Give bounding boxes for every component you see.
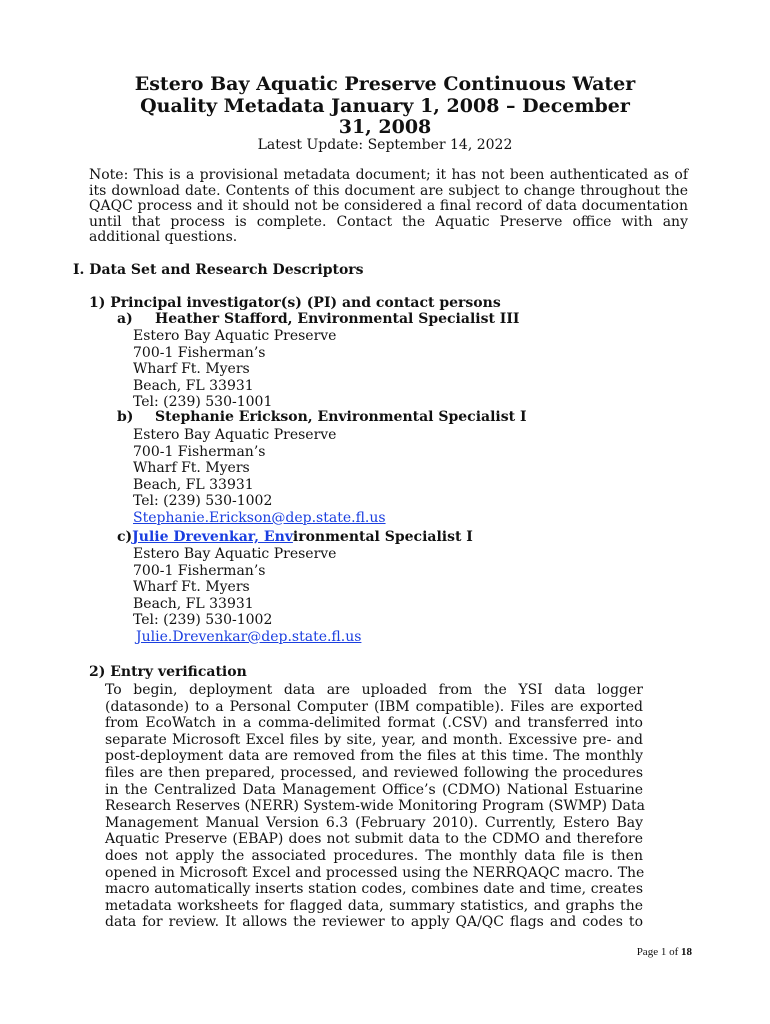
- provisional-note: [89, 168, 688, 246]
- subsection-heading-pi: 1) Principal investigator(s) (PI) and contact persons: [89, 295, 501, 311]
- address-line: 700-1 Fisherman’s: [133, 344, 266, 361]
- body-line: macro automatically inserts station codes, combines date and time, creates: [105, 881, 643, 898]
- body-line: post-deployment data are removed from the files at this time. The monthly: [105, 748, 643, 765]
- footer-current-page: 1: [660, 946, 667, 958]
- contact-c-name-rest: ironmental Specialist I: [292, 529, 473, 545]
- body-line: does not apply the associated procedures. The monthly data file is then: [105, 847, 643, 864]
- contact-b-heading: [117, 409, 527, 426]
- body-line: data for review. It allows the reviewer to apply QA/QC flags and codes to: [105, 914, 643, 931]
- address-line: Wharf Ft. Myers: [133, 460, 250, 476]
- address-line: Estero Bay Aquatic Preserve: [133, 546, 337, 562]
- body-line: To begin, deployment data are uploaded from the YSI data logger: [105, 682, 643, 698]
- body-line: metadata worksheets for flagged data, summary statistics, and graphs the: [105, 897, 643, 914]
- contact-a-label: a): [117, 311, 133, 327]
- phone-line: Tel: (239) 530-1002: [133, 612, 273, 628]
- document-title: [100, 74, 670, 139]
- latest-update: Latest Update: September 14, 2022: [257, 137, 513, 153]
- note-line: Note: This is a provisional metadata document; it has not been authenticated as of: [89, 167, 688, 183]
- title-line-3: 31, 2008: [338, 116, 432, 138]
- contact-a-address: [133, 328, 336, 411]
- body-line: Aquatic Preserve (EBAP) does not submit data to the CDMO and therefore: [105, 831, 643, 848]
- contact-b-address: [133, 427, 386, 526]
- note-line: its download date. Contents of this document are subject to change throughout the: [89, 182, 688, 199]
- subsection-heading-entry: 2) Entry verification: [89, 664, 247, 680]
- body-line: from EcoWatch in a comma-delimited format (.CSV) and transferred into: [105, 715, 643, 732]
- contact-c-name-link[interactable]: Julie Drevenkar, Env: [132, 529, 293, 545]
- body-line: opened in Microsoft Excel and processed using the NERRQAQC macro. The: [105, 864, 645, 881]
- contact-b-email-link[interactable]: Stephanie.Erickson@dep.state.fl.us: [133, 509, 386, 526]
- footer-of: of: [666, 946, 681, 958]
- body-line: separate Microsoft Excel files by site, year, and month. Excessive pre- and: [105, 731, 643, 748]
- page-footer: [637, 946, 692, 958]
- footer-prefix: Page: [636, 946, 661, 958]
- title-line-1: Estero Bay Aquatic Preserve Continuous Water: [134, 73, 636, 95]
- address-line: 700-1 Fisherman’s: [133, 443, 266, 460]
- title-line-2: Quality Metadata January 1, 2008 – December: [140, 94, 630, 117]
- note-line: until that process is complete. Contact the Aquatic Preserve office with any: [89, 213, 688, 230]
- contact-c-label: c): [117, 529, 133, 545]
- body-line: (datasonde) to a Personal Computer (IBM compatible). Files are exported: [105, 698, 643, 715]
- contact-a-name: Heather Stafford, Environmental Specialist III: [155, 311, 520, 327]
- address-line: Estero Bay Aquatic Preserve: [133, 427, 337, 443]
- note-line: additional questions.: [89, 229, 238, 246]
- footer-total-pages: 18: [681, 946, 692, 958]
- body-line: Research Reserves (NERR) System-wide Monitoring Program (SWMP) Data: [105, 798, 645, 815]
- contact-b-label: b): [117, 409, 134, 425]
- contact-c-heading: [117, 529, 473, 546]
- contact-c-email-link[interactable]: Julie.Drevenkar@dep.state.fl.us: [136, 628, 362, 645]
- address-line: Wharf Ft. Myers: [133, 361, 250, 377]
- address-line: Beach, FL 33931: [133, 595, 254, 612]
- address-line: Wharf Ft. Myers: [133, 579, 250, 595]
- section-heading: I. Data Set and Research Descriptors: [73, 262, 364, 278]
- address-line: Estero Bay Aquatic Preserve: [133, 328, 337, 344]
- body-line: files are then prepared, processed, and reviewed following the procedures: [105, 764, 643, 781]
- note-line: QAQC process and it should not be considered a final record of data documentation: [89, 198, 688, 215]
- entry-verification-text: [105, 682, 643, 931]
- contact-a-heading: [117, 311, 519, 328]
- contact-b-name: Stephanie Erickson, Environmental Specialist I: [155, 409, 527, 425]
- contact-c-address: [133, 546, 361, 645]
- phone-line: Tel: (239) 530-1001: [133, 394, 273, 410]
- body-line: in the Centralized Data Management Office’s (CDMO) National Estuarine: [105, 781, 643, 798]
- body-line: Management Manual Version 6.3 (February 2010). Currently, Estero Bay: [105, 814, 643, 831]
- address-line: Beach, FL 33931: [133, 377, 254, 394]
- phone-line: Tel: (239) 530-1002: [133, 493, 273, 509]
- address-line: Beach, FL 33931: [133, 476, 254, 493]
- address-line: 700-1 Fisherman’s: [133, 562, 266, 579]
